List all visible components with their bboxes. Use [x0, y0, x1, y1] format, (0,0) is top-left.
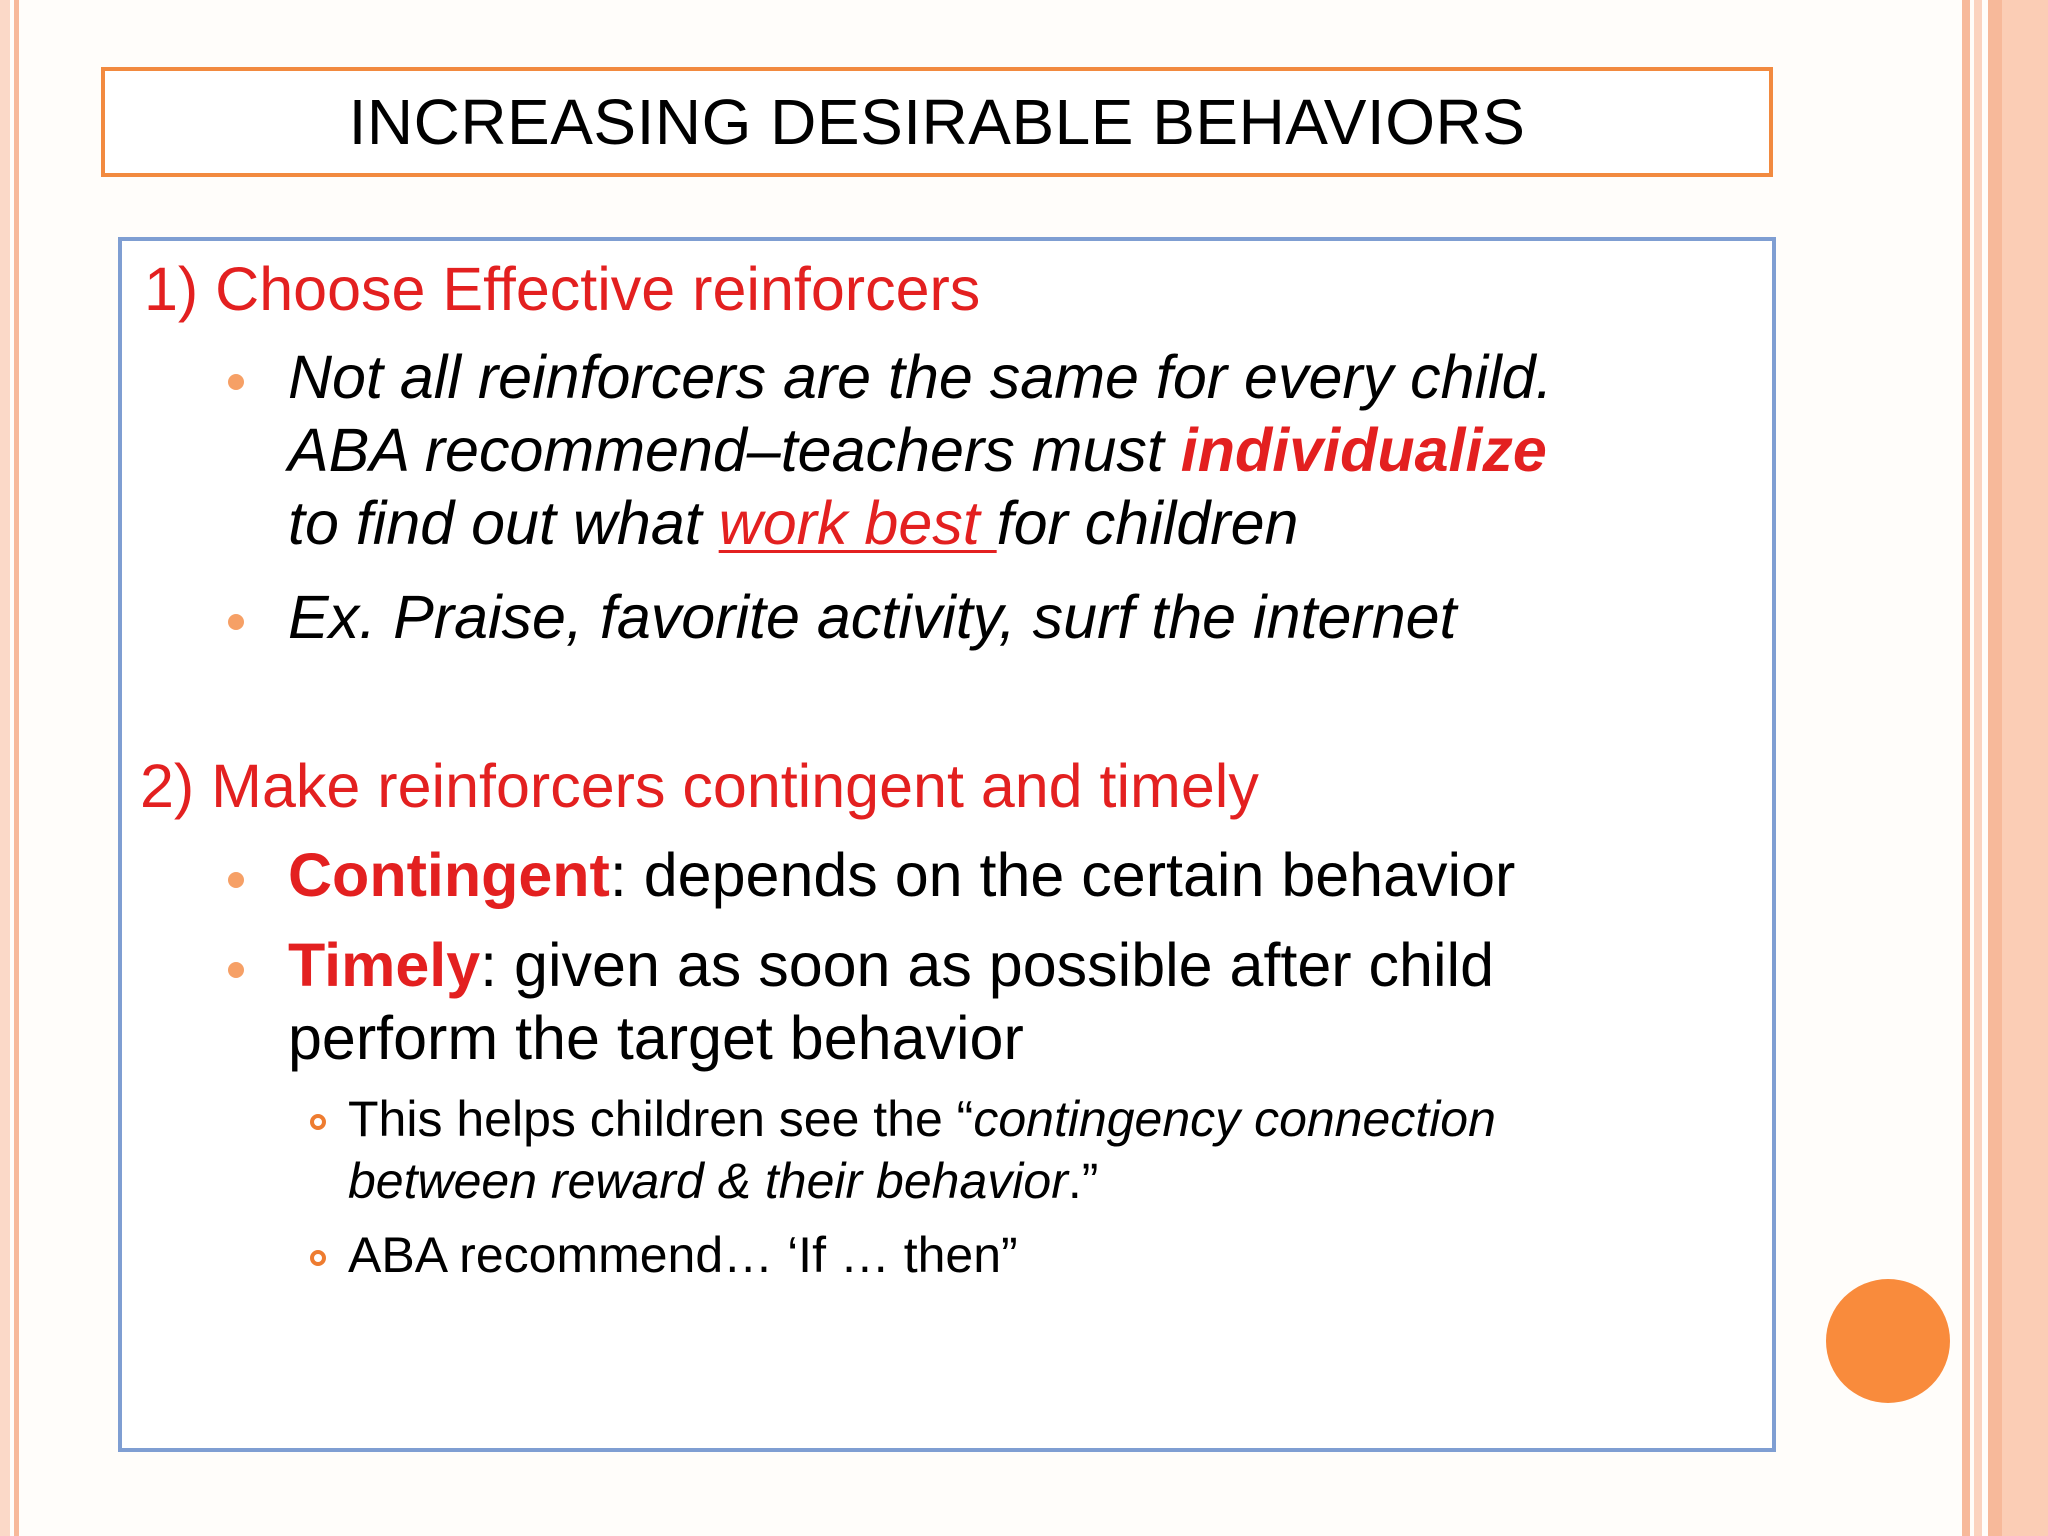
- section1-bullet1-line3: [288, 488, 1298, 558]
- section1-bullet1-line2: [288, 415, 1547, 485]
- right-stripe-3: [1988, 0, 2002, 1536]
- bullet1-line2-text: ABA recommend–teachers must: [288, 416, 1181, 484]
- sub-bullet-ring: [310, 1114, 326, 1130]
- section1-bullet1-line1: Not all reinforcers are the same for every child.: [288, 343, 1553, 411]
- emphasis-individualize: individualize: [1180, 416, 1547, 484]
- section1-heading: 1) Choose Effective reinforcers: [144, 255, 981, 323]
- section2-bullet2-line2: perform the target behavior: [288, 1004, 1024, 1072]
- sub1-italic-2: between reward & their behavior: [348, 1153, 1068, 1209]
- term-contingent: Contingent: [288, 841, 610, 909]
- bullet-dot: [228, 962, 244, 978]
- left-stripe: [0, 0, 10, 1536]
- sub-bullet-ring: [310, 1250, 326, 1266]
- timely-definition: : given as soon as possible after child: [480, 931, 1495, 999]
- bullet1-line3-text: to find out what: [288, 489, 719, 557]
- slide-title: INCREASING DESIRABLE BEHAVIORS: [348, 86, 1526, 158]
- bullet1-line3-end: for children: [996, 489, 1299, 557]
- section2-bullet1: [288, 840, 1515, 910]
- section1-bullet2: Ex. Praise, favorite activity, surf the internet: [288, 583, 1457, 651]
- sub1-end: .”: [1067, 1153, 1099, 1209]
- section2-heading: 2) Make reinforcers contingent and timely: [140, 752, 1259, 820]
- bullet-dot: [228, 374, 244, 390]
- section2-sub1-line1: [348, 1090, 1496, 1148]
- right-stripe-1: [1962, 0, 1970, 1536]
- accent-circle: [1826, 1279, 1950, 1403]
- right-stripe-2: [1974, 0, 1982, 1536]
- right-stripe-4: [2002, 0, 2048, 1536]
- section2-sub1-line2: [348, 1152, 1098, 1210]
- emphasis-work-best: work best: [718, 489, 997, 557]
- section2-bullet2-line1: [288, 930, 1494, 1000]
- sub1-italic: contingency connection: [973, 1091, 1496, 1147]
- section2-sub2: ABA recommend… ‘If … then”: [348, 1227, 1018, 1283]
- content-box: [118, 237, 1776, 1452]
- bullet-dot: [228, 614, 244, 630]
- bullet-dot: [228, 872, 244, 888]
- sub1-text: This helps children see the “: [348, 1091, 974, 1147]
- contingent-definition: : depends on the certain behavior: [609, 841, 1516, 909]
- slide-title-box: [101, 67, 1773, 177]
- term-timely: Timely: [288, 931, 481, 999]
- left-stripe-inner: [14, 0, 19, 1536]
